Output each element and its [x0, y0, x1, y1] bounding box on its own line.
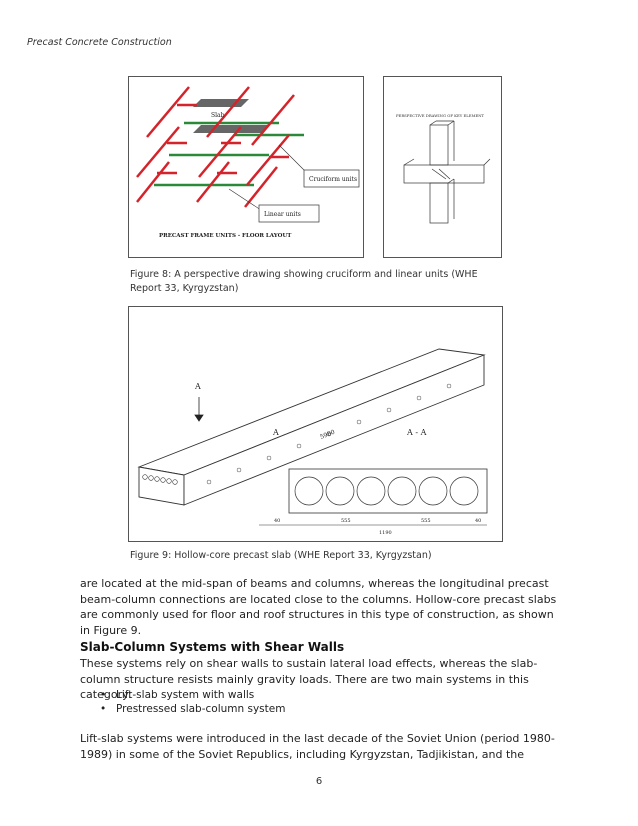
body-paragraph-3: Lift-slab systems were introduced in the last decade of the Soviet Union (period 1980-1989) in some of the Soviet Republics, including Kyrgyzstan, Tadjikistan, and the [80, 732, 555, 761]
section-label-a-left: A [195, 382, 201, 391]
dim-half-right: 555 [421, 518, 431, 524]
width-dimension: 1190 [379, 530, 392, 536]
length-dimension: 5980 [319, 428, 336, 441]
section-label-a-mid: A [273, 428, 279, 437]
hollow-core-drawing [129, 307, 502, 541]
bullet-list [96, 688, 285, 716]
dim-half-left: 555 [341, 518, 351, 524]
dim-edge-left: 40 [274, 518, 281, 524]
key-element-drawing [384, 77, 501, 257]
dim-edge-right: 40 [475, 518, 482, 524]
cruciform-sketch [404, 121, 490, 223]
figure-9-caption: Figure 9: Hollow-core precast slab (WHE Report 33, Kyrgyzstan) [130, 550, 432, 561]
figure-8-key-element [383, 76, 502, 258]
section-arrow-left [195, 397, 203, 421]
list-item: • Prestressed slab-column system [96, 702, 285, 716]
section-title-aa: A - A [407, 428, 427, 437]
slab-shape [193, 125, 269, 133]
figure-8-caption: Figure 8: A perspective drawing showing cruciform and linear units (WHE Report 33, Kyrgyzstan) [130, 269, 478, 294]
body-paragraph-1: are located at the mid-span of beams and columns, whereas the longitudinal precast beam-column connections are located close to the columns. Hollow-core precast slabs are commonly used for floor and roof structures in this type of construction, as shown in Figure 9. [80, 577, 557, 637]
slab-label: Slab [211, 112, 225, 119]
running-header: Precast Concrete Construction [27, 37, 172, 48]
callout-line [279, 145, 307, 173]
body-paragraph-2: These systems rely on shear walls to sustain lateral load effects, whereas the slab-column structure resists mainly gravity loads. There are two main systems in this category: [80, 657, 538, 701]
floor-layout-drawing [129, 77, 363, 257]
list-item: • Lift-slab system with walls [96, 688, 285, 702]
layout-title: PRECAST FRAME UNITS - FLOOR LAYOUT [159, 233, 292, 239]
key-element-title: PERSPECTIVE DRAWING OF KEY ELEMENT [396, 113, 485, 118]
linear-label: Linear units [264, 211, 301, 218]
page-number: 6 [315, 776, 323, 787]
cruciform-label: Cruciform units [309, 176, 358, 183]
section-heading: Slab-Column Systems with Shear Walls [80, 640, 345, 654]
figure-9-hollow-core-slab [128, 306, 503, 542]
slab-shape [193, 99, 249, 107]
figure-8-floor-layout [128, 76, 364, 258]
